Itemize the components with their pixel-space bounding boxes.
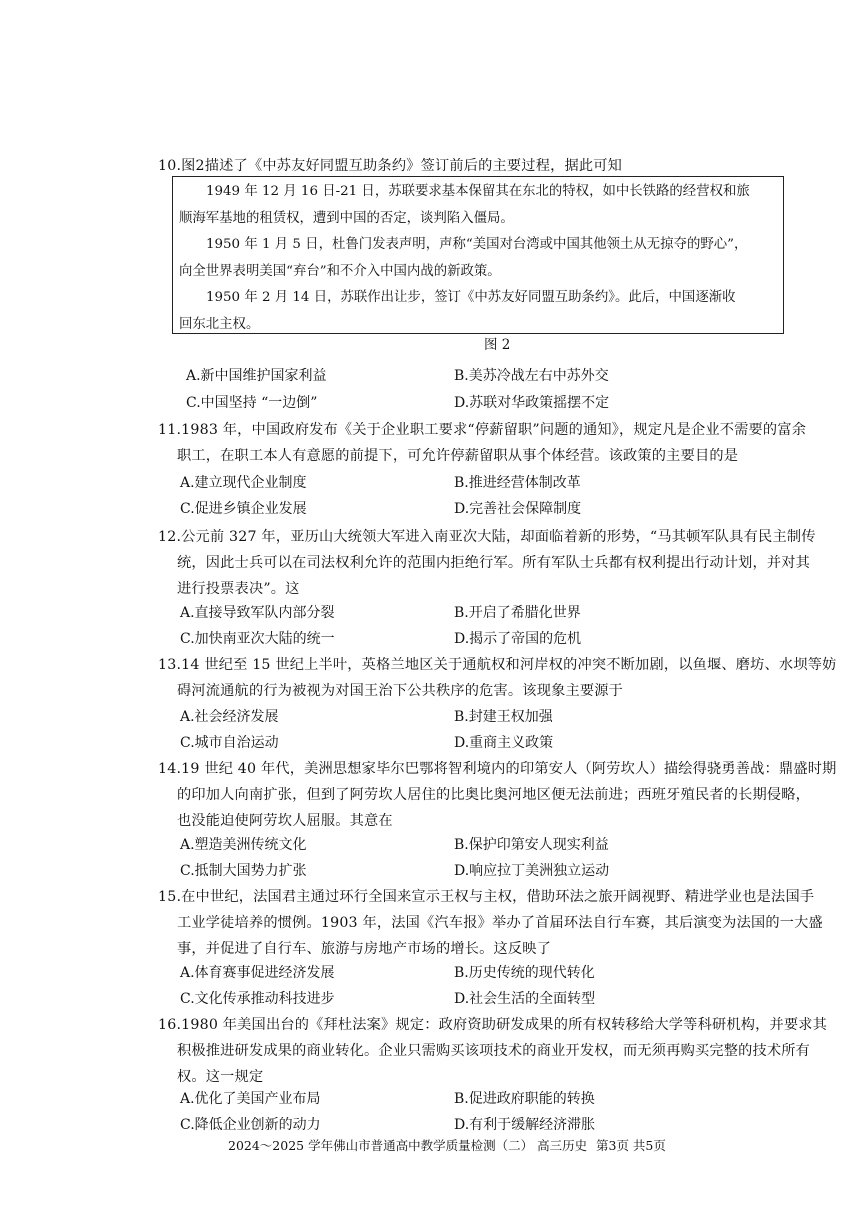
option-a: A.新中国维护国家利益	[186, 368, 327, 384]
figure-paragraph-cont: 回东北主权。	[179, 316, 260, 332]
option-c: C.城市自治运动	[180, 735, 279, 751]
option-d: D.揭示了帝国的危机	[454, 631, 582, 647]
question-stem: 15.在中世纪，法国君主通过环行全国来宣示王权与主权，借助环法之旅开阔视野、精进学业也是法国手	[158, 889, 815, 905]
question-16	[158, 1012, 828, 1090]
footer-page-number: 第3页 共5页	[596, 1138, 666, 1153]
option-d: D.苏联对华政策摇摆不定	[454, 395, 610, 411]
question-stem-cont: 碍河流通航的行为被视为对国王治下公共秩序的危害。该现象主要源于	[177, 683, 624, 699]
question-stem: 10.图2描述了《中苏友好同盟互助条约》签订前后的主要过程，据此可知	[158, 158, 623, 174]
figure-paragraph: 1950 年 1 月 5 日，杜鲁门发表声明，声称“美国对台湾或中国其他领土从无掠夺的野心”，	[206, 237, 748, 252]
footer-title: 2024～2025 学年佛山市普通高中教学质量检测（二） 高三历史	[228, 1138, 588, 1153]
question-stem: 13.14 世纪至 15 世纪上半叶，英格兰地区关于通航权和河岸权的冲突不断加剧，以鱼堰、磨坊、水坝等妨	[158, 657, 837, 673]
option-b: B.推进经营体制改革	[454, 475, 581, 491]
figure-paragraph: 1949 年 12 月 16 日-21 日，苏联要求基本保留其在东北的特权，如中长铁路的经营权和旅	[206, 184, 750, 199]
question-stem-cont: 事，并促进了自行车、旅游与房地产市场的增长。这反映了	[177, 941, 552, 957]
option-a: A.优化了美国产业布局	[180, 1091, 321, 1107]
option-b: B.历史传统的现代转化	[454, 965, 595, 981]
option-b: B.保护印第安人现实利益	[454, 837, 609, 853]
question-stem-cont: 统，因此士兵可以在司法权利允许的范围内拒绝行军。所有军队士兵都有权利提出行动计划，并对其	[177, 555, 811, 571]
question-14	[158, 756, 837, 834]
option-c: C.抵制大国势力扩张	[180, 863, 307, 879]
figure-caption: 图 2	[484, 337, 511, 353]
question-13	[158, 652, 837, 704]
option-b: B.封建王权加强	[454, 709, 553, 725]
option-c: C.促进乡镇企业发展	[180, 501, 307, 517]
option-d: D.完善社会保障制度	[454, 501, 582, 517]
option-c: C.加快南亚次大陆的统一	[180, 631, 335, 647]
option-a: A.社会经济发展	[180, 709, 279, 725]
option-d: D.响应拉丁美洲独立运动	[454, 863, 610, 879]
figure-paragraph: 1950 年 2 月 14 日，苏联作出让步，签订《中苏友好同盟互助条约》。此后，中国逐渐收	[206, 290, 736, 305]
option-d: D.重商主义政策	[454, 735, 554, 751]
question-stem-cont: 职工，在职工本人有意愿的前提下，可允许停薪留职从事个体经营。该政策的主要目的是	[177, 448, 739, 464]
option-c: C.文化传承推动科技进步	[180, 991, 335, 1007]
figure-paragraph-cont: 顺海军基地的租赁权，遭到中国的否定，谈判陷入僵局。	[179, 210, 514, 226]
option-a: A.建立现代企业制度	[180, 475, 307, 491]
option-a: A.直接导致军队内部分裂	[180, 605, 335, 621]
option-b: B.开启了希腊化世界	[454, 605, 581, 621]
option-a: A.塑造美洲传统文化	[180, 837, 307, 853]
option-c: C.中国坚持 “一边倒”	[186, 395, 318, 411]
option-b: B.美苏冷战左右中苏外交	[454, 368, 609, 384]
figure-paragraph-cont: 向全世界表明美国“弃台”和不介入中国内战的新政策。	[179, 263, 501, 279]
option-b: B.促进政府职能的转换	[454, 1091, 595, 1107]
option-d: D.社会生活的全面转型	[454, 991, 596, 1007]
question-stem-cont: 积极推进研发成果的商业转化。企业只需购买该项技术的商业开发权，而无须再购买完整的技术所有	[177, 1043, 811, 1059]
question-stem: 16.1980 年美国出台的《拜杜法案》规定：政府资助研发成果的所有权转移给大学等科研机构，并要求其	[158, 1017, 828, 1033]
figure-2-box	[172, 176, 784, 334]
question-stem-cont: 也没能迫使阿劳坎人屈服。其意在	[177, 813, 393, 829]
option-a: A.体育赛事促进经济发展	[180, 965, 335, 981]
question-15	[158, 884, 823, 962]
question-stem-cont: 工业学徒培养的惯例。1903 年，法国《汽车报》举办了首届环法自行车赛，其后演变为法国的一大盛	[177, 915, 823, 931]
question-stem-cont: 的印加人向南扩张，但到了阿劳坎人居住的比奥比奥河地区便无法前进；西班牙殖民者的长期侵略，	[177, 787, 811, 803]
question-stem: 14.19 世纪 40 年代，美洲思想家毕尔巴鄂将智利境内的印第安人（阿劳坎人）描绘得骁勇善战：鼎盛时期	[158, 761, 837, 777]
question-stem: 12.公元前 327 年，亚历山大统领大军进入南亚次大陆，却面临着新的形势，“马其顿军队具有民主制传	[158, 529, 816, 545]
question-stem-cont: 进行投票表决”。这	[177, 581, 300, 597]
question-11	[158, 417, 808, 469]
question-12	[158, 524, 816, 602]
option-c: C.降低企业创新的动力	[180, 1117, 321, 1133]
question-stem: 11.1983 年，中国政府发布《关于企业职工要求“停薪留职”问题的通知》，规定凡是企业不需要的富余	[158, 422, 807, 438]
option-d: D.有利于缓解经济滞胀	[454, 1117, 596, 1133]
question-stem-cont: 权。这一规定	[177, 1069, 264, 1085]
